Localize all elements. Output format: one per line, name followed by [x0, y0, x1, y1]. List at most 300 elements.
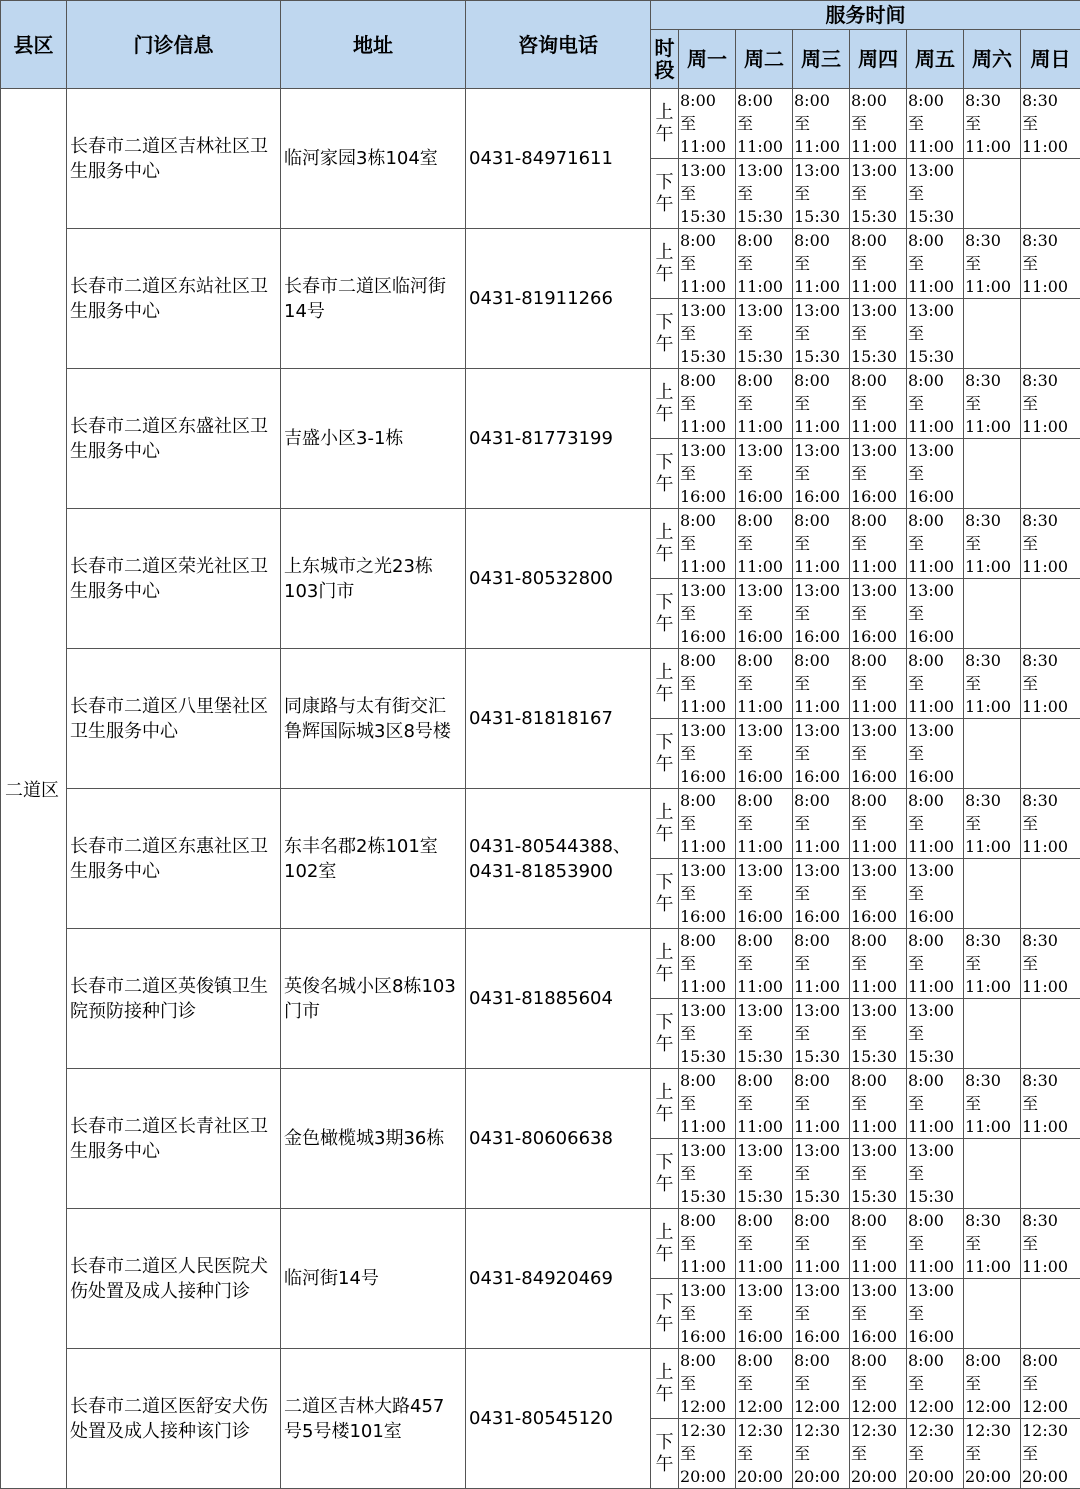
- clinic-address: 长春市二道区临河街14号: [281, 229, 466, 369]
- time-separator: 至: [680, 1442, 735, 1465]
- time-start: 8:00: [908, 509, 963, 532]
- time-start: 8:30: [965, 929, 1020, 952]
- time-end: 15:30: [794, 1185, 849, 1208]
- time-slot: [907, 89, 964, 159]
- time-start: 8:30: [965, 509, 1020, 532]
- time-slot: [736, 579, 793, 649]
- time-slot: [964, 579, 1021, 649]
- time-separator: 至: [965, 1092, 1020, 1115]
- clinic-address: 东丰名郡2栋101室102室: [281, 789, 466, 929]
- time-end: 11:00: [680, 695, 735, 718]
- time-start: 8:30: [1022, 929, 1080, 952]
- time-start: 8:00: [737, 649, 792, 672]
- time-separator: 至: [908, 1442, 963, 1465]
- period-am: 上 午: [651, 1069, 679, 1139]
- time-slot: [679, 1419, 736, 1489]
- time-end: 11:00: [1022, 135, 1080, 158]
- time-separator: 至: [680, 602, 735, 625]
- time-start: 8:00: [737, 929, 792, 952]
- time-separator: 至: [908, 1022, 963, 1045]
- time-separator: 至: [794, 252, 849, 275]
- time-slot: [907, 229, 964, 299]
- time-separator: 至: [851, 1372, 906, 1395]
- time-slot: [850, 509, 907, 579]
- time-end: 11:00: [908, 1115, 963, 1138]
- time-end: 15:30: [851, 1185, 906, 1208]
- time-start: 8:30: [1022, 649, 1080, 672]
- time-end: 11:00: [965, 275, 1020, 298]
- time-start: 8:00: [737, 509, 792, 532]
- time-start: 8:30: [965, 649, 1020, 672]
- time-separator: 至: [1022, 1092, 1080, 1115]
- time-end: 11:00: [965, 415, 1020, 438]
- time-separator: 至: [794, 462, 849, 485]
- time-separator: 至: [851, 252, 906, 275]
- time-start: 13:00: [908, 579, 963, 602]
- time-separator: 至: [680, 182, 735, 205]
- time-end: 16:00: [908, 905, 963, 928]
- time-separator: 至: [908, 952, 963, 975]
- time-start: 13:00: [851, 579, 906, 602]
- time-end: 20:00: [680, 1465, 735, 1488]
- period-am: 上 午: [651, 89, 679, 159]
- period-am: 上 午: [651, 369, 679, 439]
- time-slot: [736, 1139, 793, 1209]
- time-separator: 至: [794, 1442, 849, 1465]
- time-start: 8:00: [851, 1209, 906, 1232]
- time-end: 11:00: [680, 415, 735, 438]
- time-end: 16:00: [851, 765, 906, 788]
- time-end: 11:00: [737, 975, 792, 998]
- time-separator: 至: [737, 1372, 792, 1395]
- time-end: 15:30: [737, 205, 792, 228]
- time-separator: 至: [737, 1232, 792, 1255]
- time-end: 15:30: [680, 345, 735, 368]
- time-end: 11:00: [737, 555, 792, 578]
- time-end: 11:00: [737, 275, 792, 298]
- time-slot: [964, 929, 1021, 999]
- time-slot: [964, 719, 1021, 789]
- time-slot: [679, 509, 736, 579]
- period-am: 上 午: [651, 1209, 679, 1279]
- time-slot: [736, 299, 793, 369]
- time-separator: 至: [965, 1232, 1020, 1255]
- time-start: 13:00: [794, 299, 849, 322]
- time-slot: [736, 439, 793, 509]
- time-separator: 至: [737, 812, 792, 835]
- period-pm: 下 午: [651, 1139, 679, 1209]
- time-slot: [736, 509, 793, 579]
- table-row: [1, 789, 1080, 859]
- time-slot: [736, 229, 793, 299]
- time-slot: [907, 299, 964, 369]
- table-row: [1, 89, 1080, 159]
- time-slot: [1021, 89, 1080, 159]
- time-start: 13:00: [737, 439, 792, 462]
- time-start: 8:00: [794, 789, 849, 812]
- time-end: 11:00: [908, 975, 963, 998]
- clinic-address: 临河街14号: [281, 1209, 466, 1349]
- time-separator: 至: [851, 532, 906, 555]
- time-slot: [907, 1419, 964, 1489]
- time-slot: [1021, 1069, 1080, 1139]
- time-start: 13:00: [851, 1279, 906, 1302]
- time-start: 8:00: [965, 1349, 1020, 1372]
- time-end: 11:00: [737, 835, 792, 858]
- time-end: 11:00: [965, 1115, 1020, 1138]
- time-slot: [964, 649, 1021, 719]
- time-start: 13:00: [908, 1279, 963, 1302]
- time-slot: [793, 159, 850, 229]
- period-pm: 下 午: [651, 999, 679, 1069]
- time-separator: 至: [1022, 672, 1080, 695]
- header-district: 县区: [1, 1, 67, 89]
- time-separator: 至: [794, 1022, 849, 1045]
- clinic-phone: 0431-80606638: [466, 1069, 651, 1209]
- time-start: 13:00: [680, 159, 735, 182]
- time-end: 11:00: [794, 275, 849, 298]
- time-start: 13:00: [794, 719, 849, 742]
- time-separator: 至: [737, 1022, 792, 1045]
- time-start: 8:00: [680, 509, 735, 532]
- time-slot: [850, 89, 907, 159]
- time-slot: [850, 1139, 907, 1209]
- time-start: 8:00: [908, 1349, 963, 1372]
- time-start: 13:00: [908, 439, 963, 462]
- time-start: 13:00: [737, 159, 792, 182]
- time-end: 11:00: [908, 135, 963, 158]
- time-start: 13:00: [794, 859, 849, 882]
- time-start: 8:30: [1022, 229, 1080, 252]
- time-slot: [736, 1069, 793, 1139]
- time-slot: [907, 649, 964, 719]
- time-end: 11:00: [737, 695, 792, 718]
- time-end: 11:00: [1022, 835, 1080, 858]
- time-slot: [907, 789, 964, 859]
- time-slot: [1021, 1419, 1080, 1489]
- time-start: 13:00: [680, 439, 735, 462]
- time-separator: 至: [680, 882, 735, 905]
- time-slot: [964, 1139, 1021, 1209]
- clinic-address: 二道区吉林大路457号5号楼101室: [281, 1349, 466, 1489]
- time-end: 15:30: [908, 205, 963, 228]
- time-separator: 至: [851, 392, 906, 415]
- time-slot: [850, 229, 907, 299]
- time-start: 13:00: [737, 719, 792, 742]
- time-end: 12:00: [1022, 1395, 1080, 1418]
- time-slot: [736, 929, 793, 999]
- period-pm: 下 午: [651, 159, 679, 229]
- time-slot: [736, 1209, 793, 1279]
- time-separator: 至: [908, 742, 963, 765]
- header-day: 周六: [964, 30, 1021, 89]
- time-separator: 至: [794, 392, 849, 415]
- time-start: 8:00: [680, 1209, 735, 1232]
- time-slot: [1021, 649, 1080, 719]
- time-start: 8:30: [965, 1069, 1020, 1092]
- time-start: 8:30: [965, 1209, 1020, 1232]
- time-end: 16:00: [680, 765, 735, 788]
- time-end: 16:00: [737, 485, 792, 508]
- time-separator: 至: [680, 1232, 735, 1255]
- time-slot: [850, 369, 907, 439]
- time-separator: 至: [794, 532, 849, 555]
- time-slot: [964, 369, 1021, 439]
- time-separator: 至: [680, 462, 735, 485]
- time-start: 13:00: [680, 1279, 735, 1302]
- time-slot: [679, 999, 736, 1069]
- time-end: 11:00: [851, 1255, 906, 1278]
- time-end: 15:30: [794, 345, 849, 368]
- time-slot: [736, 1279, 793, 1349]
- time-slot: [907, 1279, 964, 1349]
- time-start: 8:00: [737, 1349, 792, 1372]
- time-slot: [850, 859, 907, 929]
- time-start: 13:00: [737, 1279, 792, 1302]
- time-start: 8:00: [908, 229, 963, 252]
- time-start: 13:00: [908, 859, 963, 882]
- time-end: 16:00: [908, 1325, 963, 1348]
- clinic-address: 临河家园3栋104室: [281, 89, 466, 229]
- clinic-phone: 0431-84971611: [466, 89, 651, 229]
- time-end: 11:00: [794, 135, 849, 158]
- time-end: 11:00: [680, 275, 735, 298]
- time-end: 11:00: [1022, 275, 1080, 298]
- time-slot: [964, 789, 1021, 859]
- time-end: 16:00: [680, 905, 735, 928]
- time-end: 11:00: [1022, 1115, 1080, 1138]
- time-end: 11:00: [908, 415, 963, 438]
- time-end: 16:00: [851, 485, 906, 508]
- time-end: 11:00: [851, 1115, 906, 1138]
- time-slot: [679, 439, 736, 509]
- time-separator: 至: [908, 462, 963, 485]
- time-end: 20:00: [851, 1465, 906, 1488]
- time-slot: [850, 719, 907, 789]
- time-slot: [907, 439, 964, 509]
- time-start: 8:00: [908, 89, 963, 112]
- time-slot: [1021, 509, 1080, 579]
- time-start: 8:00: [680, 1069, 735, 1092]
- time-slot: [907, 1349, 964, 1419]
- time-slot: [1021, 299, 1080, 369]
- time-slot: [907, 1069, 964, 1139]
- time-end: 11:00: [851, 275, 906, 298]
- time-slot: [907, 999, 964, 1069]
- clinic-name: 长春市二道区长青社区卫生服务中心: [67, 1069, 281, 1209]
- time-separator: 至: [737, 112, 792, 135]
- time-slot: [793, 649, 850, 719]
- table-row: [1, 1349, 1080, 1419]
- header-phone: 咨询电话: [466, 1, 651, 89]
- time-separator: 至: [965, 112, 1020, 135]
- time-separator: 至: [908, 182, 963, 205]
- time-slot: [850, 1419, 907, 1489]
- time-separator: 至: [680, 112, 735, 135]
- time-end: 15:30: [794, 1045, 849, 1068]
- time-end: 15:30: [737, 1185, 792, 1208]
- time-separator: 至: [851, 742, 906, 765]
- time-end: 11:00: [680, 1115, 735, 1138]
- time-slot: [1021, 1279, 1080, 1349]
- time-separator: 至: [851, 952, 906, 975]
- time-start: 13:00: [737, 859, 792, 882]
- time-start: 8:00: [794, 649, 849, 672]
- time-slot: [1021, 1139, 1080, 1209]
- time-separator: 至: [1022, 112, 1080, 135]
- time-end: 12:00: [965, 1395, 1020, 1418]
- time-slot: [850, 439, 907, 509]
- time-start: 8:00: [851, 509, 906, 532]
- time-end: 11:00: [1022, 975, 1080, 998]
- time-start: 13:00: [794, 999, 849, 1022]
- time-separator: 至: [680, 1162, 735, 1185]
- time-slot: [850, 649, 907, 719]
- time-separator: 至: [908, 602, 963, 625]
- time-slot: [850, 1279, 907, 1349]
- time-end: 15:30: [851, 345, 906, 368]
- time-separator: 至: [680, 672, 735, 695]
- time-start: 8:00: [1022, 1349, 1080, 1372]
- time-separator: 至: [851, 1442, 906, 1465]
- time-slot: [1021, 1349, 1080, 1419]
- time-start: 13:00: [737, 1139, 792, 1162]
- time-end: 11:00: [851, 135, 906, 158]
- time-start: 13:00: [737, 299, 792, 322]
- time-separator: 至: [965, 532, 1020, 555]
- time-slot: [793, 1349, 850, 1419]
- time-slot: [964, 1279, 1021, 1349]
- time-separator: 至: [737, 182, 792, 205]
- time-slot: [793, 229, 850, 299]
- time-end: 11:00: [1022, 415, 1080, 438]
- time-separator: 至: [851, 1092, 906, 1115]
- time-start: 8:00: [851, 369, 906, 392]
- time-separator: 至: [794, 182, 849, 205]
- time-start: 13:00: [851, 1139, 906, 1162]
- time-end: 11:00: [908, 275, 963, 298]
- time-slot: [907, 509, 964, 579]
- clinic-name: 长春市二道区东惠社区卫生服务中心: [67, 789, 281, 929]
- time-slot: [850, 1069, 907, 1139]
- time-end: 12:00: [908, 1395, 963, 1418]
- time-start: 8:00: [737, 789, 792, 812]
- time-slot: [907, 159, 964, 229]
- time-end: 16:00: [908, 625, 963, 648]
- time-separator: 至: [794, 812, 849, 835]
- time-start: 8:00: [851, 649, 906, 672]
- time-end: 11:00: [851, 835, 906, 858]
- time-slot: [1021, 229, 1080, 299]
- time-slot: [964, 89, 1021, 159]
- time-start: 13:00: [908, 159, 963, 182]
- time-start: 8:00: [851, 1069, 906, 1092]
- time-start: 8:00: [680, 649, 735, 672]
- time-start: 8:00: [908, 789, 963, 812]
- time-separator: 至: [1022, 252, 1080, 275]
- time-slot: [850, 1209, 907, 1279]
- clinic-phone: 0431-81818167: [466, 649, 651, 789]
- time-end: 16:00: [737, 765, 792, 788]
- time-slot: [793, 89, 850, 159]
- clinic-phone: 0431-84920469: [466, 1209, 651, 1349]
- time-slot: [679, 1279, 736, 1349]
- time-slot: [679, 579, 736, 649]
- time-separator: 至: [680, 532, 735, 555]
- time-slot: [1021, 999, 1080, 1069]
- time-separator: 至: [908, 532, 963, 555]
- clinic-name: 长春市二道区八里堡社区卫生服务中心: [67, 649, 281, 789]
- time-slot: [679, 719, 736, 789]
- time-slot: [679, 1069, 736, 1139]
- time-slot: [736, 1419, 793, 1489]
- time-end: 11:00: [794, 1115, 849, 1138]
- time-end: 11:00: [737, 135, 792, 158]
- time-end: 16:00: [680, 1325, 735, 1348]
- time-start: 8:00: [851, 929, 906, 952]
- time-separator: 至: [794, 602, 849, 625]
- time-end: 11:00: [680, 1255, 735, 1278]
- time-slot: [1021, 859, 1080, 929]
- time-separator: 至: [737, 392, 792, 415]
- time-start: 8:00: [680, 789, 735, 812]
- time-start: 13:00: [851, 719, 906, 742]
- time-slot: [793, 1139, 850, 1209]
- time-start: 13:00: [908, 299, 963, 322]
- time-slot: [793, 299, 850, 369]
- time-end: 16:00: [794, 625, 849, 648]
- time-slot: [907, 719, 964, 789]
- time-end: 16:00: [737, 905, 792, 928]
- time-slot: [679, 1349, 736, 1419]
- time-end: 11:00: [1022, 1255, 1080, 1278]
- time-end: 16:00: [908, 765, 963, 788]
- time-end: 15:30: [851, 1045, 906, 1068]
- period-pm: 下 午: [651, 1419, 679, 1489]
- time-separator: 至: [851, 1232, 906, 1255]
- time-start: 8:00: [794, 1069, 849, 1092]
- clinic-name: 长春市二道区吉林社区卫生服务中心: [67, 89, 281, 229]
- time-slot: [850, 299, 907, 369]
- clinic-name: 长春市二道区荣光社区卫生服务中心: [67, 509, 281, 649]
- time-start: 8:30: [965, 369, 1020, 392]
- time-end: 11:00: [851, 695, 906, 718]
- time-separator: 至: [680, 322, 735, 345]
- time-end: 12:00: [794, 1395, 849, 1418]
- time-separator: 至: [908, 1302, 963, 1325]
- time-start: 13:00: [680, 859, 735, 882]
- time-slot: [964, 1349, 1021, 1419]
- time-end: 16:00: [851, 625, 906, 648]
- clinic-address: 吉盛小区3-1栋: [281, 369, 466, 509]
- time-start: 8:00: [680, 929, 735, 952]
- time-end: 16:00: [794, 1325, 849, 1348]
- time-end: 15:30: [680, 1045, 735, 1068]
- time-end: 11:00: [680, 975, 735, 998]
- time-slot: [964, 229, 1021, 299]
- time-start: 12:30: [965, 1419, 1020, 1442]
- clinic-phone: 0431-81885604: [466, 929, 651, 1069]
- time-start: 13:00: [851, 299, 906, 322]
- time-end: 11:00: [965, 695, 1020, 718]
- time-separator: 至: [680, 1372, 735, 1395]
- time-slot: [679, 299, 736, 369]
- time-separator: 至: [965, 392, 1020, 415]
- time-separator: 至: [680, 812, 735, 835]
- clinic-name: 长春市二道区医舒安犬伤处置及成人接种该门诊: [67, 1349, 281, 1489]
- time-slot: [1021, 789, 1080, 859]
- clinic-phone: 0431-81773199: [466, 369, 651, 509]
